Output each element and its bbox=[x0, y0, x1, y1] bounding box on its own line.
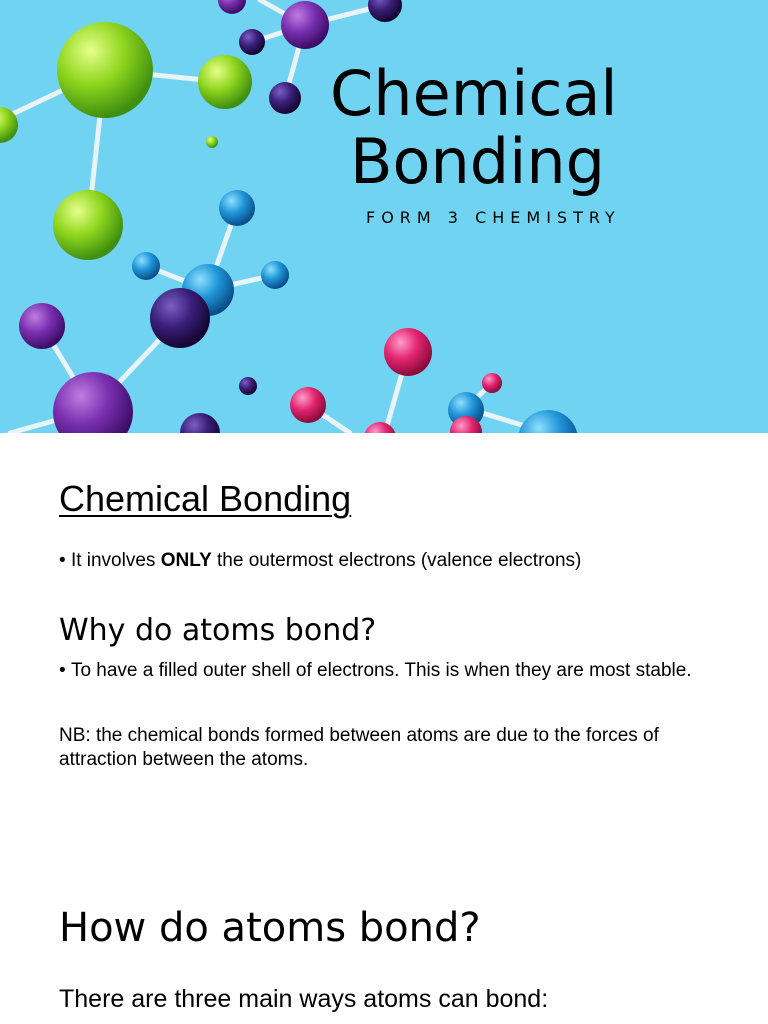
bullet2-text: To have a filled outer shell of electrons. This is when they are most stable. bbox=[70, 660, 692, 681]
bullet-filled-shell: • To have a filled outer shell of electrons. This is when they are most stable. bbox=[59, 660, 692, 681]
bullet1-emphasis: ONLY bbox=[160, 550, 212, 571]
bullet1-prefix: It involves bbox=[70, 550, 161, 571]
slide-title-line2: Bonding bbox=[350, 125, 605, 198]
content-slide bbox=[0, 433, 768, 1024]
bullet1-suffix: the outermost electrons (valence electrons) bbox=[211, 550, 582, 571]
slide-subtitle: FORM 3 CHEMISTRY bbox=[366, 208, 621, 227]
slide-title-line1: Chemical bbox=[330, 57, 618, 130]
nb-note: NB: the chemical bonds formed between atoms are due to the forces of attraction between the atoms. bbox=[59, 725, 659, 770]
bullet-valence-electrons: • It involves ONLY the outermost electrons (valence electrons) bbox=[59, 550, 582, 571]
question-why-bond: Why do atoms bond? bbox=[59, 613, 377, 648]
question-how-bond: How do atoms bond? bbox=[59, 905, 481, 951]
bonding-ways-intro: There are three main ways atoms can bond: bbox=[59, 985, 549, 1013]
section-heading: Chemical Bonding bbox=[59, 478, 352, 519]
title-slide bbox=[0, 0, 768, 433]
slide-title bbox=[330, 57, 750, 198]
